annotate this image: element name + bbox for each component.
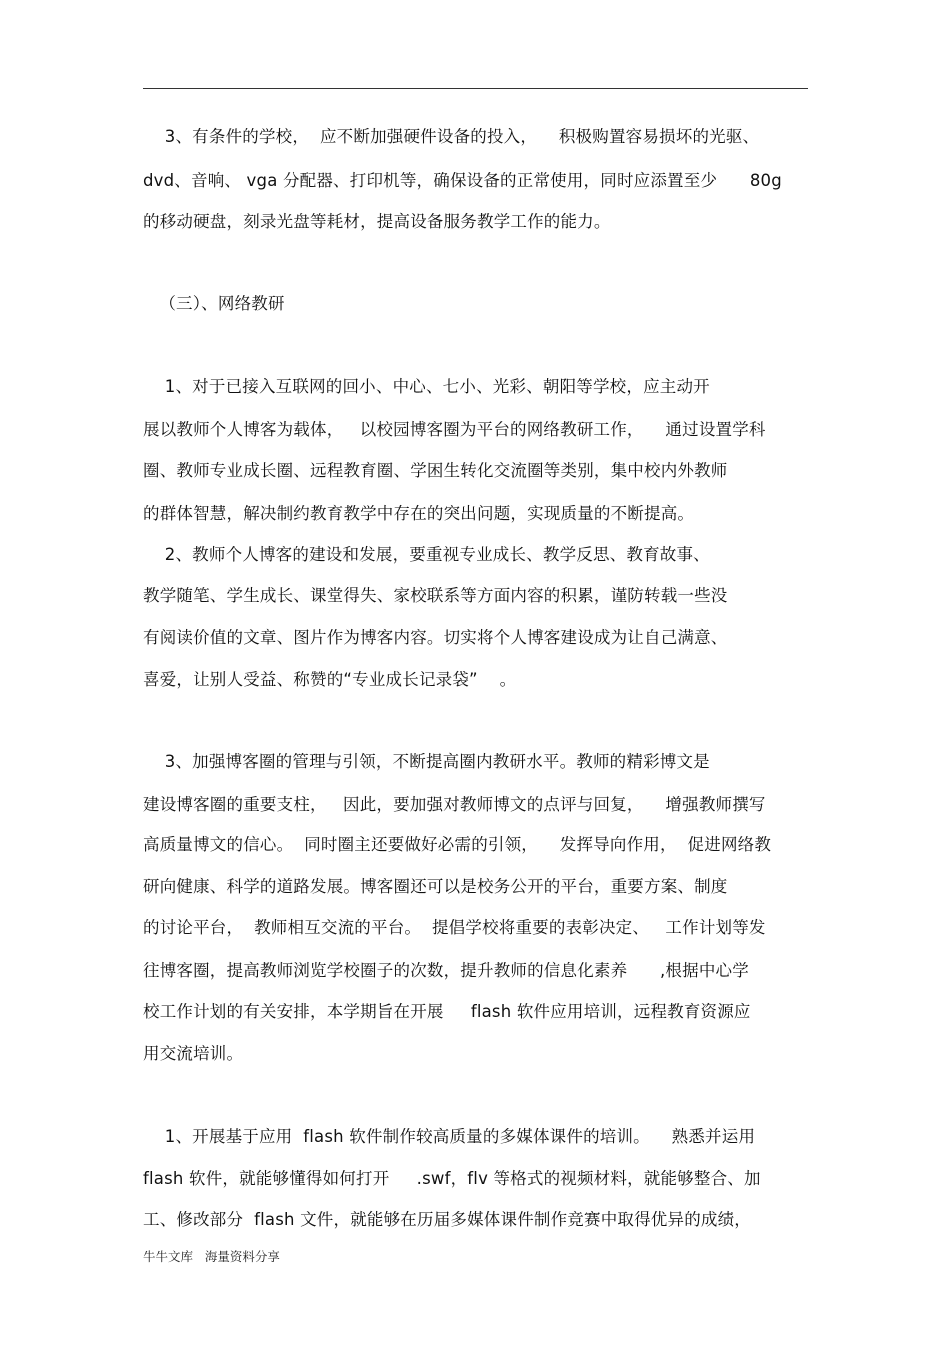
text-line: 教学随笔、学生成长、课堂得失、家校联系等方面内容的积累，谨防转载一些没 (143, 586, 728, 605)
text-line: 2、教师个人博客的建设和发展，要重视专业成长、教学反思、教育故事、 (143, 545, 710, 564)
page-footer: 牛牛文库 海量资料分享 (143, 1249, 280, 1264)
text-line: 工、修改部分 flash 文件，就能够在历届多媒体课件制作竞赛中取得优异的成绩， (143, 1210, 751, 1229)
text-line: 高质量博文的信心。 同时圈主还要做好必需的引领， 发挥导向作用， 促进网络教 (143, 835, 772, 854)
header-rule (143, 88, 808, 89)
text-line: 圈、教师专业成长圈、远程教育圈、学困生转化交流圈等类别，集中校内外教师 (143, 461, 728, 480)
text-line: 研向健康、科学的道路发展。博客圈还可以是校务公开的平台，重要方案、制度 (143, 877, 728, 896)
section-heading: （三）、网络教研 (143, 294, 285, 313)
text-line: 3、加强博客圈的管理与引领，不断提高圈内教研水平。教师的精彩博文是 (143, 752, 710, 771)
text-line: 展以教师个人博客为载体， 以校园博客圈为平台的网络教研工作， 通过设置学科 (143, 420, 766, 439)
text-line: 的讨论平台， 教师相互交流的平台。 提倡学校将重要的表彰决定、 工作计划等发 (143, 918, 766, 937)
text-line: 1、开展基于应用 flash 软件制作较高质量的多媒体课件的培训。 熟悉并运用 (143, 1127, 756, 1146)
text-line: 喜爱，让别人受益、称赞的“专业成长记录袋” 。 (143, 670, 517, 689)
text-line: 3、有条件的学校， 应不断加强硬件设备的投入， 积极购置容易损坏的光驱、 (143, 127, 760, 146)
text-line: 用交流培训。 (143, 1044, 244, 1063)
text-line: 有阅读价值的文章、图片作为博客内容。切实将个人博客建设成为让自己满意、 (143, 628, 728, 647)
text-line: 往博客圈，提高教师浏览学校圈子的次数，提升教师的信息化素养 ,根据中心学 (143, 961, 749, 980)
text-line: 的群体智慧，解决制约教育教学中存在的突出问题，实现质量的不断提高。 (143, 504, 695, 523)
text-line: dvd、音响、 vga 分配器、打印机等，确保设备的正常使用，同时应添置至少 80g (143, 171, 782, 190)
text-line: 校工作计划的有关安排，本学期旨在开展 flash 软件应用培训，远程教育资源应 (143, 1002, 751, 1021)
text-line: flash 软件，就能够懂得如何打开 .swf，flv 等格式的视频材料，就能够整合、加 (143, 1169, 761, 1188)
text-line: 1、对于已接入互联网的回小、中心、七小、光彩、朝阳等学校，应主动开 (143, 377, 710, 396)
text-line: 的移动硬盘，刻录光盘等耗材，提高设备服务教学工作的能力。 (143, 212, 611, 231)
text-line: 建设博客圈的重要支柱， 因此，要加强对教师博文的点评与回复， 增强教师撰写 (143, 795, 766, 814)
